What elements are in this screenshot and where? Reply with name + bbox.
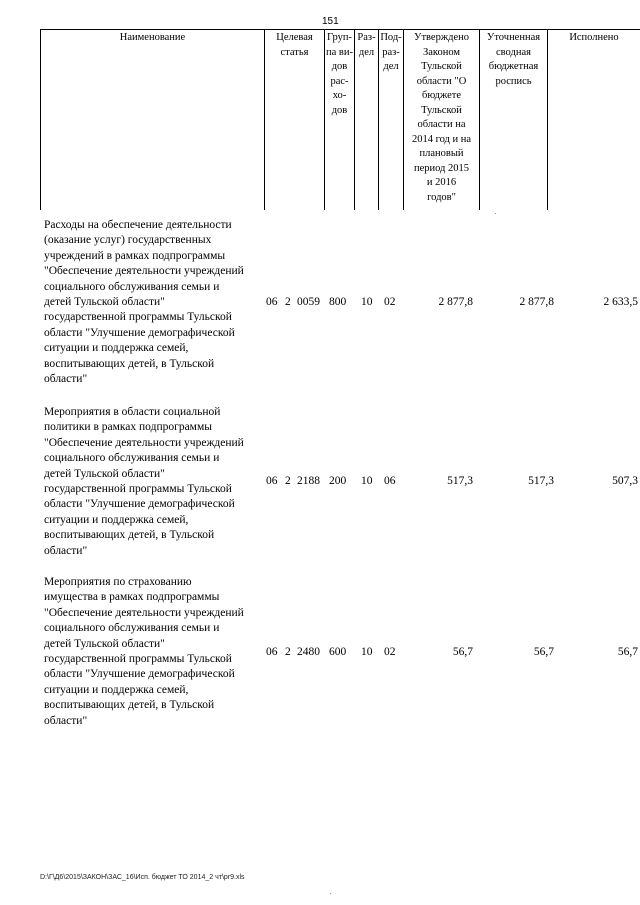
row-name: Расходы на обеспечение деятельности (оказание услуг) государственных учреждений в рамках подпрограммы "Обеспечение деятельности учреждений социального обслуживания семьи и детей Тульской области" государственной программы Тульской области "Улучшение демографической ситуации и поддержка семей, воспитывающих детей, в Тульской области" — [44, 219, 244, 386]
table-row — [0, 575, 640, 735]
header-name — [40, 29, 264, 210]
row-name: Мероприятия в области социальной политики в рамках подпрограммы "Обеспечение деятельности учреждений социального обслуживания семьи и детей Тульской области" государственной программы Тульской области "Улучшение демографической ситуации и поддержка семей, воспитывающих детей, в Тульской области" — [44, 406, 244, 557]
header-target — [264, 29, 324, 210]
header-group-label: Груп- па ви- дов рас- хо- дов — [326, 32, 353, 116]
row-group: 600 — [329, 646, 347, 658]
header-approved-label: Утверждено Законом Тульской области "О бюджете Тульской области на 2014 год и на плановый период 2015 и 2016 годов" — [411, 32, 472, 203]
row-name: Мероприятия по страхованию имущества в рамках подпрограммы "Обеспечение деятельности учреждений социального обслуживания семьи и детей Тульской области" государственной программы Тульской области "Улучшение демографической ситуации и поддержка семей, воспитывающих детей, в Тульской области" — [44, 576, 244, 727]
row-target-part1: 06 — [266, 296, 278, 308]
header-name-label: Наименование — [119, 32, 186, 43]
header-section-label: Раз- дел — [357, 32, 376, 58]
row-target-part2: 2 — [285, 646, 291, 658]
header-group — [324, 29, 354, 210]
row-subsection: 02 — [384, 646, 396, 658]
row-target-part3: 0059 — [297, 296, 320, 308]
header-section — [354, 29, 378, 210]
row-target-part3: 2480 — [297, 646, 320, 658]
row-group: 200 — [329, 475, 347, 487]
page-number: 151 — [322, 16, 339, 27]
header-subsection — [378, 29, 403, 210]
row-group: 800 — [329, 296, 347, 308]
row-executed: 56,7 — [617, 646, 638, 658]
header-executed-label: Исполнено — [569, 32, 619, 43]
row-target-part1: 06 — [266, 475, 278, 487]
row-subsection: 02 — [384, 296, 396, 308]
row-refined: 56,7 — [533, 646, 554, 658]
header-refined — [479, 29, 547, 210]
scan-speck — [330, 893, 331, 894]
header-subsection-label: Под- раз- дел — [380, 32, 402, 72]
table-row — [0, 405, 640, 565]
table-row — [0, 218, 640, 390]
row-refined: 517,3 — [528, 475, 554, 487]
header-approved — [403, 29, 479, 210]
row-section: 10 — [361, 475, 373, 487]
row-refined: 2 877,8 — [519, 296, 554, 308]
row-target-part1: 06 — [266, 646, 278, 658]
row-target-part3: 2188 — [297, 475, 320, 487]
row-approved: 517,3 — [447, 475, 473, 487]
header-target-label: Целевая статья — [276, 32, 313, 58]
header-executed — [547, 29, 640, 210]
row-section: 10 — [361, 646, 373, 658]
scan-speck — [495, 213, 496, 214]
file-path-footer: D:\Г\Д6\2015\ЗАКОН\ЗАС_16\Исп. бюджет ТО 2014_2 чт\pr9.xls — [40, 874, 245, 881]
row-target-part2: 2 — [285, 296, 291, 308]
row-approved: 56,7 — [452, 646, 473, 658]
row-subsection: 06 — [384, 475, 396, 487]
row-approved: 2 877,8 — [438, 296, 473, 308]
row-executed: 507,3 — [612, 475, 638, 487]
row-executed: 2 633,5 — [603, 296, 638, 308]
row-section: 10 — [361, 296, 373, 308]
row-target-part2: 2 — [285, 475, 291, 487]
header-refined-label: Уточненная сводная бюджетная роспись — [486, 32, 541, 87]
